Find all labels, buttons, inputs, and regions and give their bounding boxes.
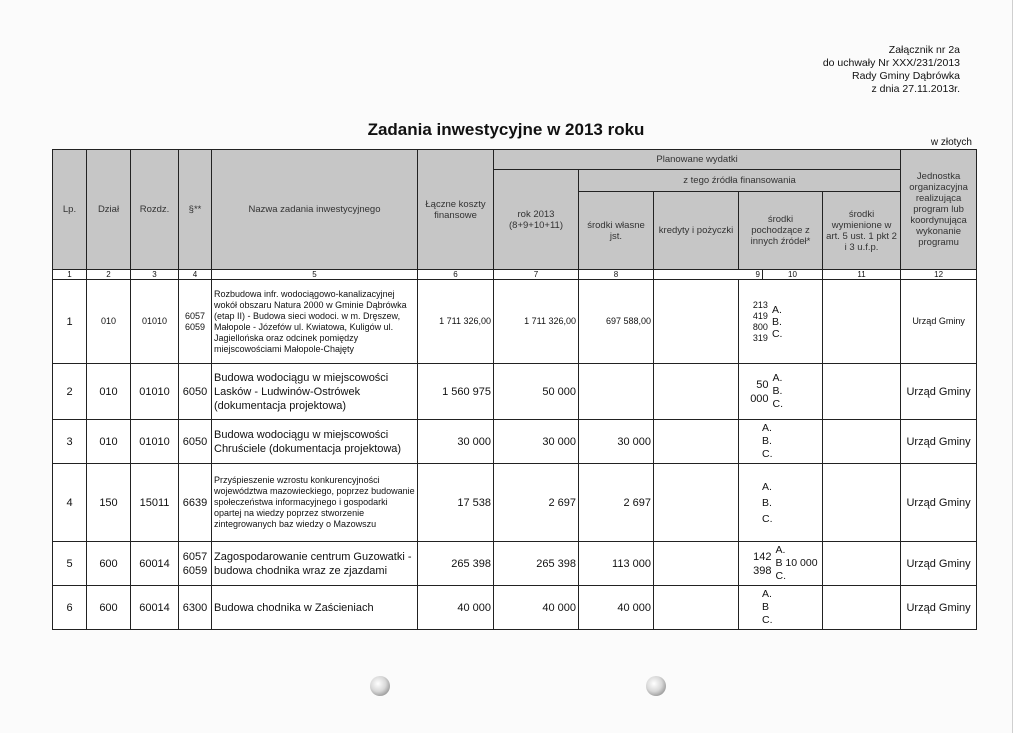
cell-paragraf: 6050 xyxy=(179,364,212,420)
cell-zrodla: A. B 10 000 C. xyxy=(775,544,818,582)
column-number: 6 xyxy=(418,270,494,280)
table-row xyxy=(53,364,977,420)
cell-dzial: 600 xyxy=(87,542,131,586)
header-laczne-koszty: Łączne koszty finansowe xyxy=(418,150,494,270)
annex-line-3: Rady Gminy Dąbrówka xyxy=(852,70,960,82)
cell-jednostka: Urząd Gminy xyxy=(901,542,977,586)
column-number: 2 xyxy=(87,270,131,280)
cell-dzial: 010 xyxy=(87,280,131,364)
cell-wlasne xyxy=(579,364,654,420)
table-row xyxy=(53,586,977,630)
column-number: 4 xyxy=(179,270,212,280)
cell-kredyty xyxy=(654,280,739,364)
cell-lp: 6 xyxy=(53,586,87,630)
cell-rozdz: 60014 xyxy=(131,542,179,586)
page-title: Zadania inwestycyjne w 2013 roku xyxy=(367,120,645,139)
cell-wymienione xyxy=(823,586,901,630)
cell-paragraf: 6300 xyxy=(179,586,212,630)
cell-dzial: 150 xyxy=(87,464,131,542)
cell-rozdz: 01010 xyxy=(131,364,179,420)
cell-jednostka: Urząd Gminy xyxy=(901,464,977,542)
cell-lp: 2 xyxy=(53,364,87,420)
cell-pochodzace-amount: 213 419 800 319 xyxy=(752,299,768,343)
cell-wymienione xyxy=(823,542,901,586)
cell-wymienione xyxy=(823,464,901,542)
cell-rok: 265 398 xyxy=(494,542,579,586)
cell-kredyty xyxy=(654,542,739,586)
cell-jednostka: Urząd Gminy xyxy=(901,280,977,364)
header-kredyty: kredyty i pożyczki xyxy=(654,192,739,270)
cell-wlasne: 113 000 xyxy=(579,542,654,586)
column-number: 12 xyxy=(901,270,977,280)
cell-pochodzace xyxy=(739,364,823,420)
cell-kredyty xyxy=(654,586,739,630)
annex-line-1: Załącznik nr 2a xyxy=(888,44,960,56)
column-number: 3 xyxy=(131,270,179,280)
column-number: 7 xyxy=(494,270,579,280)
cell-wlasne: 697 588,00 xyxy=(579,280,654,364)
table-row xyxy=(53,280,977,364)
cell-wlasne: 30 000 xyxy=(579,420,654,464)
cell-pochodzace xyxy=(739,280,823,364)
cell-pochodzace-amount: 142 398 xyxy=(753,550,772,577)
cell-lp: 3 xyxy=(53,420,87,464)
cell-laczne: 1 560 975 xyxy=(418,364,494,420)
cell-laczne: 40 000 xyxy=(418,586,494,630)
header-rok-2013: rok 2013 (8+9+10+11) xyxy=(494,170,579,270)
header-jednostka: Jednostka organizacyjna realizująca program lub koordynująca wykonanie programu xyxy=(901,150,977,270)
header-srodki-wymienione: środki wymienione w art. 5 ust. 1 pkt 2 i 3 u.f.p. xyxy=(823,192,901,270)
cell-rozdz: 15011 xyxy=(131,464,179,542)
punch-hole-right xyxy=(646,676,666,696)
column-number: 5 xyxy=(212,270,418,280)
cell-pochodzace xyxy=(739,420,823,464)
cell-pochodzace xyxy=(739,586,823,630)
header-dzial: Dział xyxy=(87,150,131,270)
punch-hole-left xyxy=(370,676,390,696)
header-lp: Lp. xyxy=(53,150,87,270)
cell-rok: 50 000 xyxy=(494,364,579,420)
table-row xyxy=(53,464,977,542)
header-z-tego: z tego źródła finansowania xyxy=(579,170,901,192)
header-srodki-pochodzace: środki pochodzące z innych źródeł* xyxy=(739,192,823,270)
cell-laczne: 17 538 xyxy=(418,464,494,542)
annex-line-2: do uchwały Nr XXX/231/2013 xyxy=(822,57,960,69)
cell-zrodla: A. B. C. xyxy=(762,422,773,460)
cell-nazwa: Rozbudowa infr. wodociągowo-kanalizacyjnej wokół obszaru Natura 2000 w Gminie Dąbrówka (etap II) - Budowa sieci wodoci. w m. Dręszew, Małopole - Józefów ul. Kwiatowa, Kuligów ul. Jagiellońska oraz odcinek pomiędzy miejscowościami Małopole-Chajęty xyxy=(212,280,418,364)
cell-rozdz: 60014 xyxy=(131,586,179,630)
cell-rok: 40 000 xyxy=(494,586,579,630)
column-number: 8 xyxy=(579,270,654,280)
header-srodki-wlasne: środki własne jst. xyxy=(579,192,654,270)
cell-pochodzace-amount: 50 000 xyxy=(750,378,769,405)
cell-nazwa: Zagospodarowanie centrum Guzowatki - budowa chodnika wraz ze zjazdami xyxy=(212,542,418,586)
cell-lp: 4 xyxy=(53,464,87,542)
cell-dzial: 600 xyxy=(87,586,131,630)
cell-jednostka: Urząd Gminy xyxy=(901,420,977,464)
cell-paragraf: 6057 6059 xyxy=(179,280,212,364)
header-planowane-wydatki: Planowane wydatki xyxy=(494,150,901,170)
header-nazwa: Nazwa zadania inwestycyjnego xyxy=(212,150,418,270)
cell-nazwa: Przyśpieszenie wzrostu konkurencyjności województwa mazowieckiego, poprzez budowanie społeczeństwa informacyjnego i gospodarki opartej na wiedzy poprzez stworzenie zintegrowanych baz wiedzy o Mazowszu xyxy=(212,464,418,542)
cell-rozdz: 01010 xyxy=(131,280,179,364)
cell-paragraf: 6057 6059 xyxy=(179,542,212,586)
column-number: 11 xyxy=(823,270,901,280)
investment-table xyxy=(52,149,977,630)
cell-laczne: 265 398 xyxy=(418,542,494,586)
cell-zrodla: A. B. C. xyxy=(771,303,783,340)
header-paragraf: §** xyxy=(179,150,212,270)
column-number: 1 xyxy=(53,270,87,280)
cell-kredyty xyxy=(654,364,739,420)
cell-kredyty xyxy=(654,464,739,542)
table-row xyxy=(53,542,977,586)
column-number: 10 xyxy=(763,270,823,280)
cell-nazwa: Budowa wodociągu w miejscowości Chruściele (dokumentacja projektowa) xyxy=(212,420,418,464)
cell-dzial: 010 xyxy=(87,420,131,464)
annex-line-4: z dnia 27.11.2013r. xyxy=(871,83,960,95)
table-row xyxy=(53,420,977,464)
cell-jednostka: Urząd Gminy xyxy=(901,364,977,420)
cell-nazwa: Budowa chodnika w Zaścieniach xyxy=(212,586,418,630)
cell-lp: 5 xyxy=(53,542,87,586)
cell-rok: 2 697 xyxy=(494,464,579,542)
cell-nazwa: Budowa wodociągu w miejscowości Lasków - Ludwinów-Ostrówek (dokumentacja projektowa) xyxy=(212,364,418,420)
cell-pochodzace xyxy=(739,542,823,586)
cell-wymienione xyxy=(823,420,901,464)
cell-zrodla: A. B. C. xyxy=(772,372,784,410)
cell-jednostka: Urząd Gminy xyxy=(901,586,977,630)
cell-zrodla: A. B C. xyxy=(762,588,773,626)
cell-zrodla: A. B. C. xyxy=(762,480,773,525)
cell-wlasne: 2 697 xyxy=(579,464,654,542)
cell-pochodzace xyxy=(739,464,823,542)
cell-wymienione xyxy=(823,280,901,364)
cell-paragraf: 6050 xyxy=(179,420,212,464)
currency-note: w złotych xyxy=(930,137,972,148)
cell-laczne: 30 000 xyxy=(418,420,494,464)
cell-wlasne: 40 000 xyxy=(579,586,654,630)
cell-rok: 1 711 326,00 xyxy=(494,280,579,364)
cell-laczne: 1 711 326,00 xyxy=(418,280,494,364)
cell-dzial: 010 xyxy=(87,364,131,420)
cell-rozdz: 01010 xyxy=(131,420,179,464)
cell-kredyty xyxy=(654,420,739,464)
cell-paragraf: 6639 xyxy=(179,464,212,542)
annex-reference xyxy=(823,44,960,96)
cell-wymienione xyxy=(823,364,901,420)
cell-lp: 1 xyxy=(53,280,87,364)
header-rozdz: Rozdz. xyxy=(131,150,179,270)
cell-rok: 30 000 xyxy=(494,420,579,464)
column-number: 9 xyxy=(654,270,763,280)
